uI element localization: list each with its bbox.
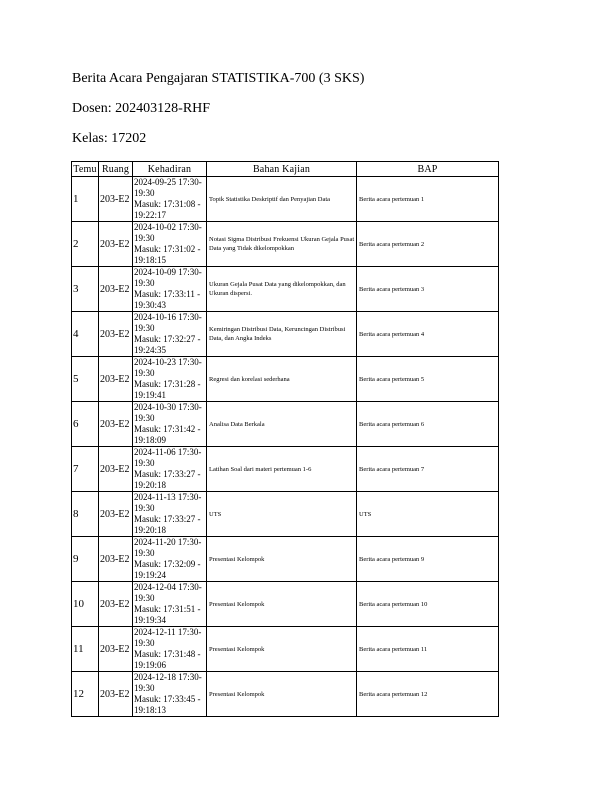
check-out-text: 19:18:13 xyxy=(134,705,167,715)
bap-text: Berita acara pertemuan 2 xyxy=(359,240,425,248)
room-cell xyxy=(99,222,133,267)
topic-cell xyxy=(207,582,357,627)
check-out-text: 19:24:35 xyxy=(134,345,167,355)
check-in-text: Masuk: 17:31:48 - xyxy=(134,649,201,659)
topic-text: Presentasi Kelompok xyxy=(209,600,265,608)
check-out-text: 19:19:06 xyxy=(134,660,167,670)
topic-text: Notasi Sigma Distribusi Frekuensi Ukuran Gejala Pusat Data yang Tidak dikelompokkan xyxy=(209,236,355,252)
schedule-text: 2024-10-30 17:30-19:30 xyxy=(134,402,202,423)
room-text: 203-E2 xyxy=(100,643,130,655)
meeting-number xyxy=(72,537,99,582)
table-row xyxy=(72,177,499,222)
document-title: Berita Acara Pengajaran STATISTIKA-700 (3 SKS) xyxy=(72,71,365,86)
table-row xyxy=(72,492,499,537)
schedule-text: 2024-09-25 17:30-19:30 xyxy=(134,177,202,198)
topic-cell xyxy=(207,627,357,672)
room-cell xyxy=(99,492,133,537)
bap-text: UTS xyxy=(359,510,372,518)
topic-cell xyxy=(207,312,357,357)
room-text: 203-E2 xyxy=(100,553,130,565)
table-row xyxy=(72,357,499,402)
topic-cell xyxy=(207,357,357,402)
bap-text: Berita acara pertemuan 5 xyxy=(359,375,425,383)
topic-text: Presentasi Kelompok xyxy=(209,690,265,698)
table-row xyxy=(72,582,499,627)
check-in-text: Masuk: 17:31:08 - xyxy=(134,199,201,209)
meeting-number xyxy=(72,447,99,492)
topic-cell xyxy=(207,267,357,312)
room-text: 203-E2 xyxy=(100,418,130,430)
column-header-topic: Bahan Kajian xyxy=(207,162,357,177)
table-row xyxy=(72,672,499,717)
table-row xyxy=(72,312,499,357)
room-text: 203-E2 xyxy=(100,328,130,340)
check-in-text: Masuk: 17:32:27 - xyxy=(134,334,201,344)
attendance-cell xyxy=(133,222,207,267)
schedule-text: 2024-12-04 17:30-19:30 xyxy=(134,582,202,603)
check-in-text: Masuk: 17:31:02 - xyxy=(134,244,201,254)
topic-cell xyxy=(207,447,357,492)
meeting-number-text: 3 xyxy=(73,283,79,295)
schedule-text: 2024-11-06 17:30-19:30 xyxy=(134,447,202,468)
column-header-attendance: Kehadiran xyxy=(133,162,207,177)
schedule-text: 2024-11-20 17:30-19:30 xyxy=(134,537,202,558)
room-text: 203-E2 xyxy=(100,598,130,610)
topic-cell xyxy=(207,537,357,582)
topic-cell xyxy=(207,222,357,267)
topic-text: Ukuran Gejala Pusat Data yang dikelompokkan, dan Ukuran dispersi. xyxy=(209,281,346,297)
meeting-number xyxy=(72,177,99,222)
check-out-text: 19:20:18 xyxy=(134,480,167,490)
meeting-number-text: 2 xyxy=(73,238,79,250)
schedule-text: 2024-10-02 17:30-19:30 xyxy=(134,222,202,243)
meeting-number-text: 6 xyxy=(73,418,79,430)
meeting-number-text: 11 xyxy=(73,643,84,655)
room-cell xyxy=(99,177,133,222)
attendance-cell xyxy=(133,447,207,492)
room-text: 203-E2 xyxy=(100,463,130,475)
room-cell xyxy=(99,627,133,672)
attendance-cell xyxy=(133,672,207,717)
check-out-text: 19:18:15 xyxy=(134,255,167,265)
check-out-text: 19:18:09 xyxy=(134,435,167,445)
meeting-number-text: 1 xyxy=(73,193,79,205)
table-row xyxy=(72,267,499,312)
topic-cell xyxy=(207,492,357,537)
check-out-text: 19:20:18 xyxy=(134,525,167,535)
bap-cell xyxy=(357,672,499,717)
check-out-text: 19:19:24 xyxy=(134,570,167,580)
meeting-number xyxy=(72,492,99,537)
topic-text: Analisa Data Berkala xyxy=(209,420,265,428)
attendance-cell xyxy=(133,267,207,312)
table-row xyxy=(72,627,499,672)
attendance-cell xyxy=(133,402,207,447)
meeting-number xyxy=(72,312,99,357)
topic-cell xyxy=(207,402,357,447)
table-header-row xyxy=(72,162,499,177)
room-cell xyxy=(99,402,133,447)
meeting-number xyxy=(72,357,99,402)
room-text: 203-E2 xyxy=(100,193,130,205)
table-row xyxy=(72,402,499,447)
check-in-text: Masuk: 17:31:28 - xyxy=(134,379,201,389)
attendance-cell xyxy=(133,357,207,402)
check-in-text: Masuk: 17:31:42 - xyxy=(134,424,201,434)
check-in-text: Masuk: 17:33:27 - xyxy=(134,514,201,524)
class-line: Kelas: 17202 xyxy=(72,131,147,146)
column-header-meeting: Temu xyxy=(73,163,97,175)
attendance-cell xyxy=(133,312,207,357)
bap-text: Berita acara pertemuan 10 xyxy=(359,600,428,608)
bap-text: Berita acara pertemuan 1 xyxy=(359,195,425,203)
meeting-number xyxy=(72,627,99,672)
bap-cell xyxy=(357,447,499,492)
attendance-cell xyxy=(133,177,207,222)
column-header-room: Ruang xyxy=(99,162,133,177)
room-text: 203-E2 xyxy=(100,373,130,385)
bap-text: Berita acara pertemuan 11 xyxy=(359,645,428,653)
check-out-text: 19:19:34 xyxy=(134,615,167,625)
topic-text: Regresi dan korelasi sederhana xyxy=(209,375,290,383)
room-cell xyxy=(99,312,133,357)
bap-text: Berita acara pertemuan 4 xyxy=(359,330,425,338)
meeting-number xyxy=(72,267,99,312)
meeting-number-text: 5 xyxy=(73,373,79,385)
topic-cell xyxy=(207,672,357,717)
check-in-text: Masuk: 17:31:51 - xyxy=(134,604,201,614)
schedule-text: 2024-10-09 17:30-19:30 xyxy=(134,267,202,288)
bap-cell xyxy=(357,312,499,357)
meeting-number-text: 12 xyxy=(73,688,84,700)
check-in-text: Masuk: 17:33:11 - xyxy=(134,289,201,299)
room-cell xyxy=(99,537,133,582)
bap-cell xyxy=(357,222,499,267)
attendance-cell xyxy=(133,627,207,672)
bap-text: Berita acara pertemuan 9 xyxy=(359,555,425,563)
attendance-cell xyxy=(133,537,207,582)
meeting-number-text: 4 xyxy=(73,328,79,340)
check-in-text: Masuk: 17:33:45 - xyxy=(134,694,201,704)
check-in-text: Masuk: 17:32:09 - xyxy=(134,559,201,569)
check-out-text: 19:19:41 xyxy=(134,390,167,400)
schedule-text: 2024-12-11 17:30-19:30 xyxy=(134,627,202,648)
bap-cell xyxy=(357,492,499,537)
bap-cell xyxy=(357,357,499,402)
table-row xyxy=(72,222,499,267)
bap-text: Berita acara pertemuan 3 xyxy=(359,285,425,293)
bap-cell xyxy=(357,627,499,672)
attendance-cell xyxy=(133,492,207,537)
check-out-text: 19:22:17 xyxy=(134,210,167,220)
room-cell xyxy=(99,357,133,402)
room-cell xyxy=(99,672,133,717)
lecturer-line: Dosen: 202403128-RHF xyxy=(72,101,211,116)
room-cell xyxy=(99,267,133,312)
topic-cell xyxy=(207,177,357,222)
topic-text: Kemiringan Distribusi Data, Keruncingan Distribusi Data, dan Angka Indeks xyxy=(209,326,346,342)
room-text: 203-E2 xyxy=(100,688,130,700)
schedule-text: 2024-12-18 17:30-19:30 xyxy=(134,672,202,693)
table-body xyxy=(72,177,499,717)
meeting-number-text: 8 xyxy=(73,508,79,520)
meeting-number-text: 10 xyxy=(73,598,84,610)
bap-cell xyxy=(357,582,499,627)
room-cell xyxy=(99,582,133,627)
check-out-text: 19:30:43 xyxy=(134,300,167,310)
schedule-text: 2024-11-13 17:30-19:30 xyxy=(134,492,202,513)
room-cell xyxy=(99,447,133,492)
bap-cell xyxy=(357,402,499,447)
bap-text: Berita acara pertemuan 12 xyxy=(359,690,428,698)
room-text: 203-E2 xyxy=(100,508,130,520)
table-row xyxy=(72,447,499,492)
room-text: 203-E2 xyxy=(100,283,130,295)
column-header-bap: BAP xyxy=(357,162,499,177)
bap-cell xyxy=(357,267,499,312)
topic-text: UTS xyxy=(209,510,222,518)
meeting-number xyxy=(72,402,99,447)
meeting-number xyxy=(72,672,99,717)
topic-text: Presentasi Kelompok xyxy=(209,645,265,653)
check-in-text: Masuk: 17:33:27 - xyxy=(134,469,201,479)
attendance-cell xyxy=(133,582,207,627)
meeting-number xyxy=(72,582,99,627)
bap-text: Berita acara pertemuan 7 xyxy=(359,465,425,473)
meeting-number xyxy=(72,222,99,267)
room-text: 203-E2 xyxy=(100,238,130,250)
meeting-number-text: 7 xyxy=(73,463,79,475)
bap-cell xyxy=(357,177,499,222)
topic-text: Presentasi Kelompok xyxy=(209,555,265,563)
schedule-text: 2024-10-16 17:30-19:30 xyxy=(134,312,202,333)
meeting-number-text: 9 xyxy=(73,553,79,565)
schedule-text: 2024-10-23 17:30-19:30 xyxy=(134,357,202,378)
bap-text: Berita acara pertemuan 6 xyxy=(359,420,425,428)
attendance-table xyxy=(71,161,499,717)
topic-text: Topik Statistika Deskriptif dan Penyajian Data xyxy=(209,195,331,203)
topic-text: Latihan Soal dari materi pertemuan 1-6 xyxy=(209,465,312,473)
bap-cell xyxy=(357,537,499,582)
table-row xyxy=(72,537,499,582)
